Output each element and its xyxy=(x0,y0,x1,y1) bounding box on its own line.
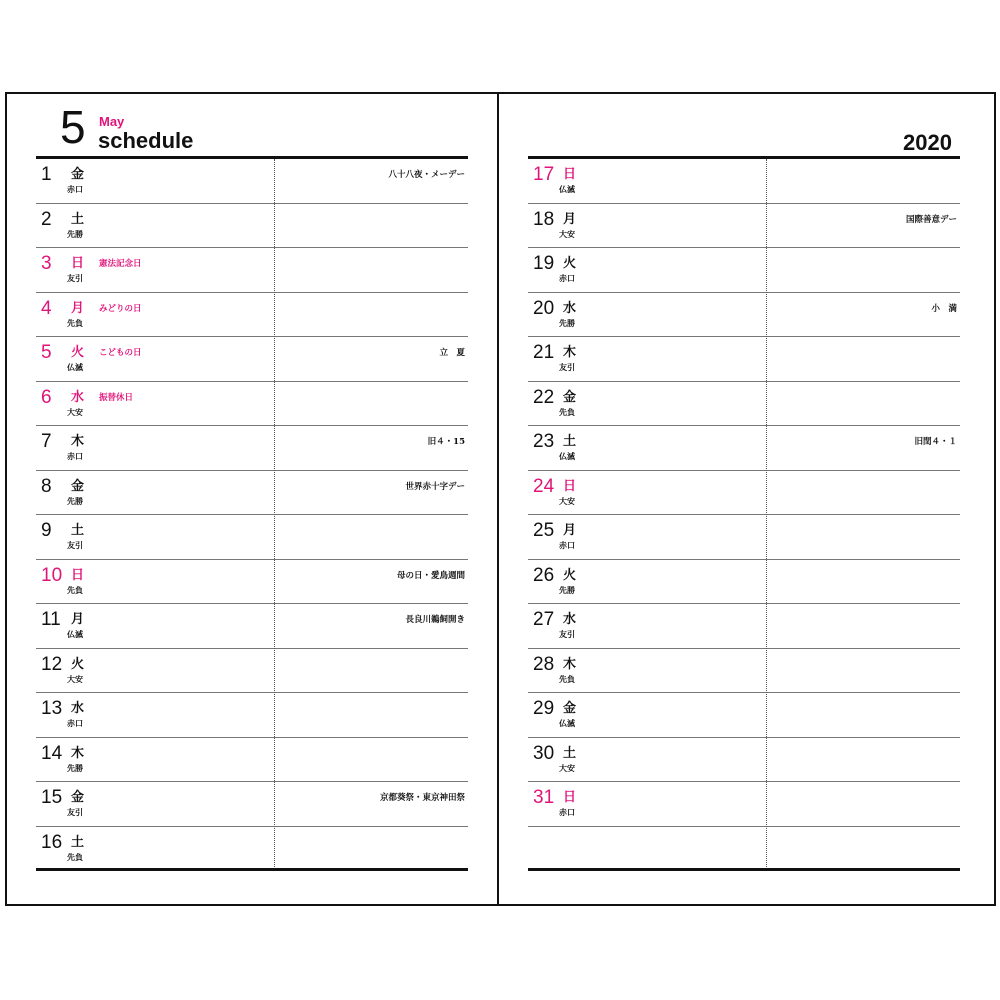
holiday-label: 憲法記念日 xyxy=(99,259,142,269)
rokuyo-label: 先負 xyxy=(67,317,83,328)
column-divider xyxy=(274,159,275,867)
day-row[interactable] xyxy=(36,293,468,338)
day-row[interactable] xyxy=(528,426,960,471)
weekday-label: 木 xyxy=(71,434,85,449)
day-row[interactable] xyxy=(36,426,468,471)
day-row[interactable] xyxy=(36,159,468,204)
rokuyo-label: 赤口 xyxy=(559,540,575,550)
day-row[interactable] xyxy=(36,649,468,694)
month-number: 5 xyxy=(60,101,86,153)
weekday-label: 火 xyxy=(563,256,577,271)
weekday-label: 日 xyxy=(71,567,85,583)
weekday-label: 土 xyxy=(563,745,577,761)
weekday-label: 金 xyxy=(71,790,85,805)
weekday-label: 土 xyxy=(71,834,85,850)
day-number: 14 xyxy=(41,742,63,764)
day-number: 18 xyxy=(533,208,555,230)
day-number: 9 xyxy=(41,520,52,541)
day-row[interactable] xyxy=(528,738,960,783)
left-page-header xyxy=(36,92,468,158)
event-note: 国際善意デー xyxy=(905,214,957,225)
day-number: 11 xyxy=(41,609,61,630)
rokuyo-label: 赤口 xyxy=(67,184,83,194)
bottom-rule xyxy=(36,868,468,871)
holiday-label: こどもの日 xyxy=(99,348,142,358)
day-row[interactable] xyxy=(528,248,960,293)
rokuyo-label: 友引 xyxy=(67,540,83,550)
holiday-label: 振替休日 xyxy=(99,392,134,403)
day-number: 6 xyxy=(41,386,52,408)
rokuyo-label: 仏滅 xyxy=(67,362,83,372)
day-row[interactable] xyxy=(36,337,468,382)
rokuyo-label: 友引 xyxy=(67,807,83,817)
day-number: 2 xyxy=(41,208,52,230)
weekday-label: 月 xyxy=(71,300,85,316)
weekday-label: 金 xyxy=(563,701,577,716)
day-list xyxy=(36,159,468,871)
weekday-label: 木 xyxy=(563,656,577,672)
weekday-label: 土 xyxy=(71,211,85,227)
weekday-label: 月 xyxy=(71,612,85,627)
weekday-label: 月 xyxy=(563,211,577,227)
day-row[interactable] xyxy=(36,738,468,783)
holiday-label: みどりの日 xyxy=(99,303,142,314)
day-number: 10 xyxy=(41,564,63,586)
rokuyo-label: 大安 xyxy=(559,495,575,506)
day-number: 31 xyxy=(533,787,555,808)
day-row[interactable] xyxy=(36,827,468,872)
month-english: May xyxy=(99,114,125,129)
day-row[interactable] xyxy=(36,382,468,427)
rokuyo-label: 友引 xyxy=(559,362,575,372)
day-row[interactable] xyxy=(36,560,468,605)
rokuyo-label: 大安 xyxy=(67,406,83,417)
day-number: 19 xyxy=(533,253,555,274)
day-number: 4 xyxy=(41,297,52,319)
weekday-label: 水 xyxy=(563,300,577,316)
rokuyo-label: 赤口 xyxy=(67,451,83,461)
weekday-label: 水 xyxy=(71,701,85,716)
day-row[interactable] xyxy=(528,204,960,249)
day-number: 26 xyxy=(533,564,555,586)
day-number: 25 xyxy=(533,520,555,541)
rokuyo-label: 先負 xyxy=(67,584,83,595)
rokuyo-label: 仏滅 xyxy=(559,718,575,728)
weekday-label: 土 xyxy=(563,434,577,449)
event-note: 八十八夜・メーデー xyxy=(388,170,465,180)
day-number: 28 xyxy=(533,653,555,675)
page-spine xyxy=(497,92,499,906)
day-number: 29 xyxy=(533,698,555,719)
rokuyo-label: 先負 xyxy=(67,851,83,862)
day-row[interactable] xyxy=(528,604,960,649)
day-number: 24 xyxy=(533,475,555,497)
weekday-label: 木 xyxy=(71,745,85,761)
day-number: 12 xyxy=(41,653,63,675)
day-row[interactable] xyxy=(528,293,960,338)
event-note: 小 満 xyxy=(931,303,957,314)
day-list xyxy=(528,159,960,871)
day-row[interactable] xyxy=(528,382,960,427)
weekday-label: 日 xyxy=(563,167,577,182)
rokuyo-label: 大安 xyxy=(67,673,83,684)
weekday-label: 木 xyxy=(563,345,577,360)
weekday-label: 日 xyxy=(563,478,577,494)
bottom-rule xyxy=(528,868,960,871)
rokuyo-label: 先負 xyxy=(559,406,575,417)
day-number: 13 xyxy=(41,698,63,719)
day-row[interactable] xyxy=(528,560,960,605)
weekday-label: 火 xyxy=(71,656,85,672)
day-number: 3 xyxy=(41,253,52,274)
weekday-label: 水 xyxy=(71,389,85,405)
rokuyo-label: 先勝 xyxy=(67,495,83,506)
rokuyo-label: 仏滅 xyxy=(559,451,575,461)
rokuyo-label: 大安 xyxy=(559,762,575,773)
weekday-label: 火 xyxy=(563,567,577,583)
page-title: schedule xyxy=(98,128,194,153)
rokuyo-label: 赤口 xyxy=(559,273,575,283)
day-row[interactable] xyxy=(528,693,960,738)
day-row[interactable] xyxy=(528,337,960,382)
weekday-label: 水 xyxy=(563,612,577,627)
day-number: 7 xyxy=(41,431,52,452)
weekday-label: 火 xyxy=(71,345,85,360)
rokuyo-label: 先勝 xyxy=(559,584,575,595)
day-number: 22 xyxy=(533,386,555,408)
day-row[interactable] xyxy=(36,204,468,249)
day-row[interactable] xyxy=(528,827,960,872)
event-note: 立 夏 xyxy=(439,348,465,358)
day-number: 8 xyxy=(41,475,52,497)
day-row[interactable] xyxy=(36,515,468,560)
day-number: 23 xyxy=(533,431,555,452)
day-number: 16 xyxy=(41,831,63,853)
day-row[interactable] xyxy=(36,782,468,827)
event-note: 母の日・愛鳥週間 xyxy=(396,570,465,581)
rokuyo-label: 仏滅 xyxy=(559,184,575,194)
right-page-header xyxy=(528,92,960,158)
rokuyo-label: 大安 xyxy=(559,228,575,239)
day-row[interactable] xyxy=(36,693,468,738)
day-row[interactable] xyxy=(36,471,468,516)
weekday-label: 月 xyxy=(563,523,577,538)
weekday-label: 土 xyxy=(71,523,85,538)
day-number: 27 xyxy=(533,609,555,630)
day-number: 5 xyxy=(41,342,52,363)
column-divider xyxy=(766,159,767,867)
rokuyo-label: 友引 xyxy=(559,629,575,639)
day-number: 1 xyxy=(41,164,52,185)
day-number: 17 xyxy=(533,164,555,185)
day-row[interactable] xyxy=(528,515,960,560)
day-row[interactable] xyxy=(528,159,960,204)
day-number: 15 xyxy=(41,787,63,808)
day-row[interactable] xyxy=(36,604,468,649)
event-note: 旧閏４・１ xyxy=(914,437,957,447)
weekday-label: 日 xyxy=(71,256,85,271)
day-number: 20 xyxy=(533,297,555,319)
day-row[interactable] xyxy=(528,471,960,516)
weekday-label: 日 xyxy=(563,790,577,805)
year-label: 2020 xyxy=(903,130,952,155)
day-row[interactable] xyxy=(528,649,960,694)
weekday-label: 金 xyxy=(71,478,85,494)
rokuyo-label: 赤口 xyxy=(559,807,575,817)
day-number: 30 xyxy=(533,742,555,764)
event-note: 長良川鵜飼開き xyxy=(405,615,465,625)
event-note: 京都葵祭・東京神田祭 xyxy=(379,793,465,803)
event-note: 旧４・15 xyxy=(427,437,465,447)
rokuyo-label: 先勝 xyxy=(559,317,575,328)
weekday-label: 金 xyxy=(71,167,85,182)
day-row[interactable] xyxy=(528,782,960,827)
rokuyo-label: 先負 xyxy=(559,673,575,684)
rokuyo-label: 仏滅 xyxy=(67,629,83,639)
rokuyo-label: 友引 xyxy=(67,273,83,283)
day-row[interactable] xyxy=(36,248,468,293)
rokuyo-label: 赤口 xyxy=(67,718,83,728)
rokuyo-label: 先勝 xyxy=(67,762,83,773)
day-number: 21 xyxy=(533,342,555,363)
event-note: 世界赤十字デー xyxy=(405,481,465,492)
rokuyo-label: 先勝 xyxy=(67,228,83,239)
weekday-label: 金 xyxy=(563,389,577,405)
